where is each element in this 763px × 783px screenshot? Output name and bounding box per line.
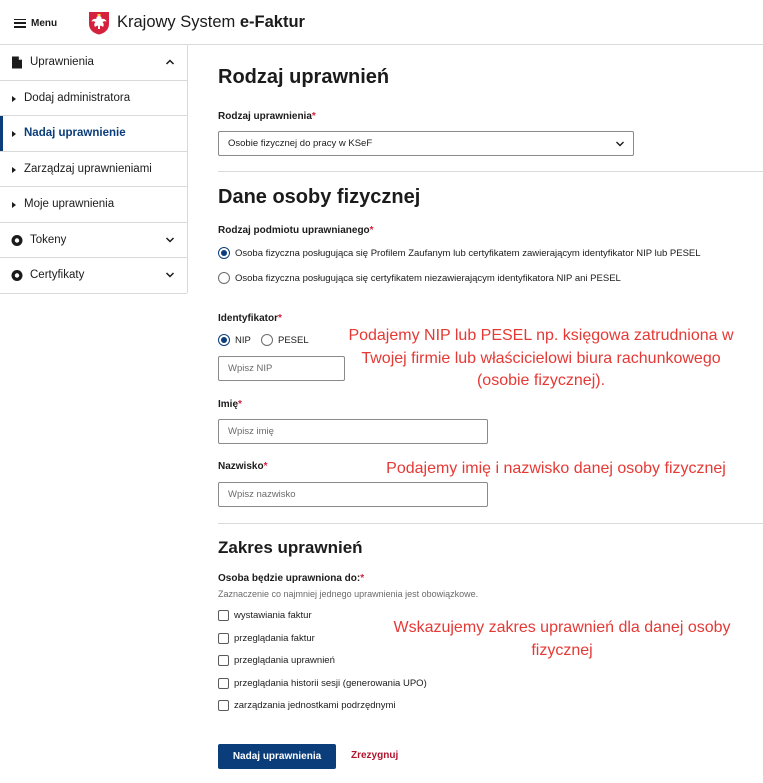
radio-button[interactable] xyxy=(261,334,273,346)
label-text: Imię xyxy=(218,399,239,410)
radio-pesel[interactable] xyxy=(261,334,309,346)
checkbox-przegladanie-uprawnien[interactable] xyxy=(218,655,335,666)
sidebar-item-uprawnienia[interactable] xyxy=(0,45,187,81)
required-mark: * xyxy=(369,225,374,236)
sidebar-nav xyxy=(0,45,188,293)
required-mark: * xyxy=(360,573,365,584)
required-mark: * xyxy=(263,461,268,472)
sidebar-item-label: Tokeny xyxy=(30,233,67,246)
bullet-triangle-icon xyxy=(12,96,16,102)
chevron-up-icon xyxy=(165,58,175,66)
sidebar-item-label: Certyfikaty xyxy=(30,269,85,282)
nazwisko-label xyxy=(218,461,267,472)
checkbox[interactable] xyxy=(218,700,229,711)
checkbox-label: wystawiania faktur xyxy=(234,610,312,621)
required-mark: * xyxy=(278,313,282,324)
checkbox[interactable] xyxy=(218,610,229,621)
zakres-hint: Zaznaczenie co najmniej jednego uprawnienia jest obowiązkowe. xyxy=(218,589,479,599)
brand-bold: e-Faktur xyxy=(239,13,305,31)
checkbox-label: przeglądania historii sesji (generowania UPO) xyxy=(234,678,427,689)
sidebar-item-tokeny[interactable] xyxy=(0,223,187,259)
podmiot-radio-option[interactable] xyxy=(218,272,621,284)
label-text: Rodzaj podmiotu uprawnianego xyxy=(218,225,370,236)
checkbox-przegladanie-faktur[interactable] xyxy=(218,633,315,644)
required-mark: * xyxy=(238,399,242,410)
sidebar-item-label: Dodaj administratora xyxy=(24,91,131,104)
radio-label: PESEL xyxy=(278,334,309,346)
radio-label: NIP xyxy=(235,334,251,346)
chevron-down-icon xyxy=(165,236,175,244)
polish-eagle-logo xyxy=(88,11,110,35)
app-header xyxy=(0,0,763,45)
nip-input[interactable] xyxy=(218,356,345,381)
label-text: Identyfikator xyxy=(218,313,279,324)
bullet-triangle-icon xyxy=(12,131,16,137)
section-title-dane: Dane osoby fizycznej xyxy=(218,186,421,208)
section-title-rodzaj: Rodzaj uprawnień xyxy=(218,66,390,88)
certificate-icon xyxy=(11,269,23,282)
sidebar-item-certyfikaty[interactable] xyxy=(0,258,187,294)
identyfikator-label xyxy=(218,313,282,324)
cancel-link[interactable]: Zrezygnuj xyxy=(351,750,399,761)
nazwisko-input[interactable] xyxy=(218,482,488,507)
sidebar-item-label: Zarządzaj uprawnieniami xyxy=(24,162,152,175)
checkbox-wystawianie-faktur[interactable] xyxy=(218,610,312,621)
radio-label: Osoba fizyczna posługująca się Profilem Zaufanym lub certyfikatem zawierającym identyfikator NIP lub PESEL xyxy=(235,247,701,259)
checkbox-label: zarządzania jednostkami podrzędnymi xyxy=(234,700,396,711)
required-mark: * xyxy=(311,111,316,122)
sidebar-item-label: Uprawnienia xyxy=(30,56,94,69)
token-icon xyxy=(11,234,23,247)
section-title-zakres: Zakres uprawnień xyxy=(218,538,363,557)
select-value: Osobie fizycznej do pracy w KSeF xyxy=(228,138,373,149)
imie-input[interactable] xyxy=(218,419,488,444)
radio-button[interactable] xyxy=(218,272,230,284)
checkbox-historia-sesji[interactable] xyxy=(218,678,427,689)
sidebar-item-label: Nadaj uprawnienie xyxy=(24,127,126,140)
radio-label: Osoba fizyczna posługująca się certyfikatem niezawierającym identyfikatora NIP ani PESEL xyxy=(235,272,621,284)
bullet-triangle-icon xyxy=(12,202,16,208)
brand-title[interactable] xyxy=(117,13,305,32)
annotation-imie-nazwisko: Podajemy imię i nazwisko danej osoby fizycznej xyxy=(386,460,726,477)
sidebar-item-zarzadzaj-uprawnieniami[interactable] xyxy=(0,152,187,188)
rodzaj-uprawnienia-label xyxy=(218,111,316,122)
checkbox[interactable] xyxy=(218,655,229,666)
annotation-identyfikator: Podajemy NIP lub PESEL np. księgowa zatrudniona w Twojej firmie lub właścicielowi biura rachunkowego (osobie fizycznej). xyxy=(348,327,734,389)
sidebar-item-moje-uprawnienia[interactable] xyxy=(0,187,187,223)
submit-button[interactable]: Nadaj uprawnienia xyxy=(218,744,336,769)
imie-label xyxy=(218,399,242,410)
label-text: Rodzaj uprawnienia xyxy=(218,111,312,122)
rodzaj-uprawnienia-select[interactable] xyxy=(218,131,634,156)
zakres-label xyxy=(218,573,364,584)
label-text: Osoba będzie uprawniona do: xyxy=(218,573,361,584)
rodzaj-podmiotu-label xyxy=(218,225,374,236)
checkbox-label: przeglądania uprawnień xyxy=(234,655,335,666)
divider xyxy=(218,523,763,524)
chevron-down-icon xyxy=(165,271,175,279)
sidebar-item-nadaj-uprawnienie[interactable] xyxy=(0,116,187,152)
sidebar-item-label: Moje uprawnienia xyxy=(24,198,115,211)
checkbox[interactable] xyxy=(218,678,229,689)
radio-button-selected[interactable] xyxy=(218,247,230,259)
brand-regular: Krajowy System xyxy=(117,13,240,31)
podmiot-radio-option[interactable] xyxy=(218,247,701,259)
document-icon xyxy=(11,56,23,69)
checkbox[interactable] xyxy=(218,633,229,644)
divider xyxy=(218,171,763,172)
radio-nip[interactable] xyxy=(218,334,251,346)
bullet-triangle-icon xyxy=(12,167,16,173)
sidebar-item-dodaj-administratora[interactable] xyxy=(0,81,187,117)
menu-label: Menu xyxy=(31,17,58,29)
annotation-zakres: Wskazujemy zakres uprawnień dla danej osoby fizycznej xyxy=(393,619,731,659)
chevron-down-icon xyxy=(615,140,625,148)
radio-button-selected[interactable] xyxy=(218,334,230,346)
menu-button[interactable] xyxy=(14,14,57,32)
label-text: Nazwisko xyxy=(218,461,264,472)
checkbox-jednostki-podrzedne[interactable] xyxy=(218,700,396,711)
hamburger-icon xyxy=(14,19,26,28)
checkbox-label: przeglądania faktur xyxy=(234,633,315,644)
